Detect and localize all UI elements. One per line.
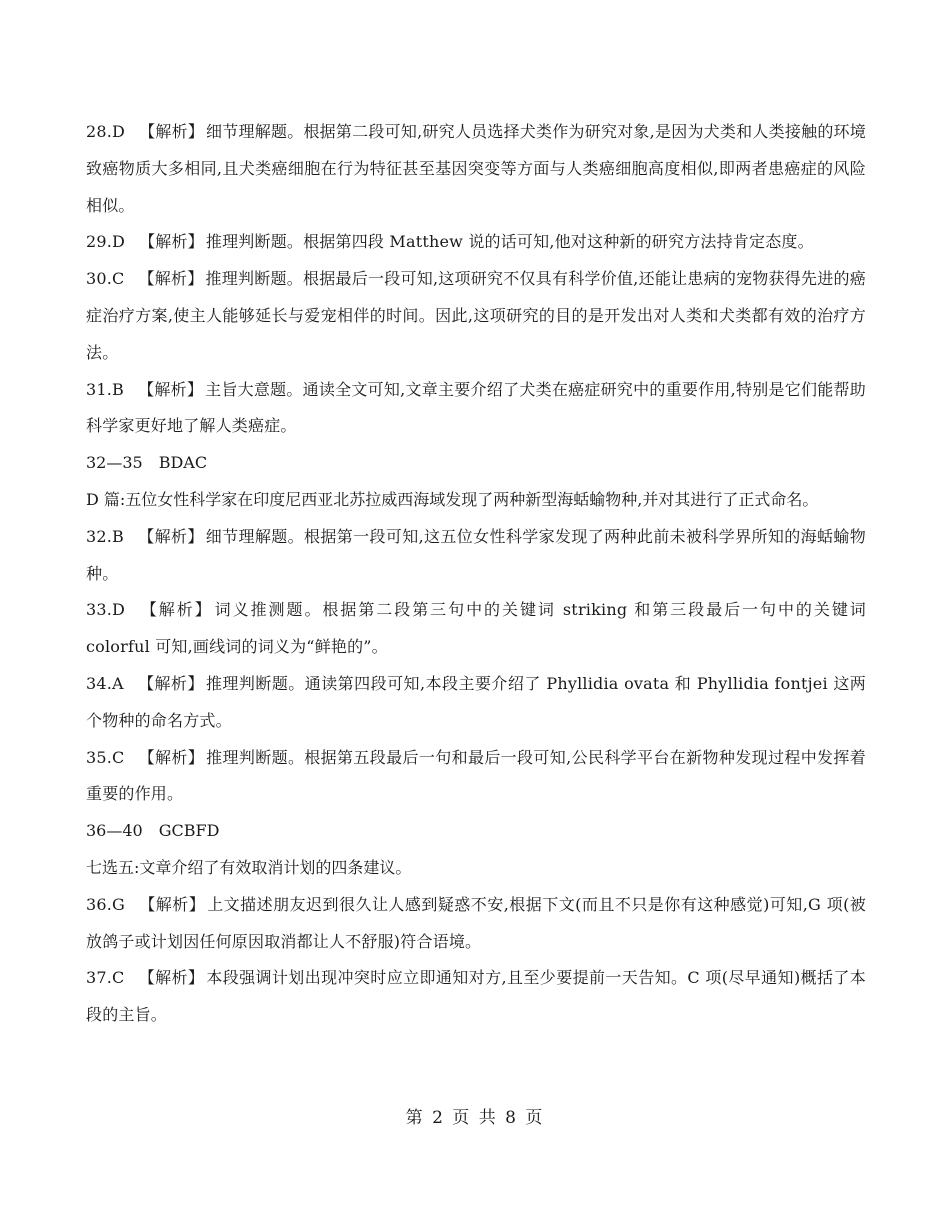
section-d-range: 32—35 BDAC — [86, 453, 208, 473]
answer-explanation: 主旨大意题。通读全文可知,文章主要介绍了犬类在癌症研究中的重要作用,特别是它们能帮助科学家更好地了解人类癌症。 — [86, 379, 866, 436]
analysis-tag: 【解析】 — [138, 526, 204, 546]
answer-31 — [86, 372, 866, 446]
section-7-range: 36—40 GCBFD — [86, 821, 220, 841]
answer-explanation: 本段强调计划出现冲突时应立即通知对方,且至少要提前一天告知。C 项(尽早通知)概括了本段的主旨。 — [86, 968, 867, 1025]
answer-32 — [86, 519, 866, 593]
answer-explanation: 词义推测题。根据第二段第三句中的关键词 striking 和第三段最后一句中的关键词 colorful 可知,画线词的词义为“鲜艳的”。 — [86, 600, 866, 657]
analysis-tag: 【解析】 — [138, 968, 205, 988]
answer-number: 35.C — [86, 747, 125, 767]
answer-explanation: 细节理解题。根据第一段可知,这五位女性科学家发现了两种此前未被科学界所知的海蛞蝓物种。 — [86, 526, 866, 583]
answer-28 — [86, 114, 866, 224]
answer-30 — [86, 261, 866, 371]
answer-explanation: 细节理解题。根据第二段可知,研究人员选择犬类作为研究对象,是因为犬类和人类接触的环境致癌物质大多相同,且犬类癌细胞在行为特征甚至基因突变等方面与人类癌细胞高度相似,即两者患癌症的风险相似。 — [86, 122, 866, 215]
answer-explanation: 推理判断题。通读第四段可知,本段主要介绍了 Phyllidia ovata 和 Phyllidia fontjei 这两个物种的命名方式。 — [86, 673, 866, 730]
analysis-tag: 【解析】 — [137, 673, 204, 693]
answer-number: 29.D — [86, 232, 126, 252]
analysis-tag: 【解析】 — [138, 747, 205, 767]
answer-number: 28.D — [86, 122, 126, 141]
answer-explanation: 推理判断题。根据第五段最后一句和最后一段可知,公民科学平台在新物种发现过程中发挥着重要的作用。 — [86, 747, 866, 804]
answer-36 — [86, 887, 866, 961]
answer-35 — [86, 740, 866, 814]
analysis-tag: 【解析】 — [138, 379, 204, 399]
analysis-tag: 【解析】 — [139, 894, 206, 914]
answer-number: 33.D — [86, 600, 126, 620]
answer-explanation: 推理判断题。根据最后一段可知,这项研究不仅具有科学价值,还能让患病的宠物获得先进的癌症治疗方案,使主人能够延长与爱宠相伴的时间。因此,这项研究的目的是开发出对人类和犬类都有效的治疗方法。 — [86, 269, 866, 362]
answer-29 — [86, 224, 866, 261]
page-number: 第 2 页 共 8 页 — [405, 1108, 545, 1128]
section-d-summary: D 篇:五位女性科学家在印度尼西亚北苏拉威西海域发现了两种新型海蛞蝓物种,并对其进行了正式命名。 — [86, 489, 819, 509]
answer-number: 37.C — [86, 968, 125, 988]
analysis-tag: 【解析】 — [139, 232, 204, 252]
analysis-tag: 【解析】 — [139, 600, 213, 620]
answer-explanation: 上文描述朋友迟到很久让人感到疑惑不安,根据下文(而且不只是你有这种感觉)可知,G 项(被放鸽子或计划因任何原因取消都让人不舒服)符合语境。 — [86, 894, 866, 951]
answer-37 — [86, 960, 866, 1034]
answer-34 — [86, 666, 866, 740]
answer-number: 32.B — [86, 526, 125, 546]
answer-number: 30.C — [86, 269, 125, 289]
answer-number: 36.G — [86, 894, 126, 914]
answer-number: 31.B — [86, 379, 125, 399]
answer-number: 34.A — [86, 673, 124, 693]
section-7-summary: 七选五:文章介绍了有效取消计划的四条建议。 — [86, 857, 412, 877]
answer-33 — [86, 592, 866, 666]
answer-explanation: 推理判断题。根据第四段 Matthew 说的话可知,他对这种新的研究方法持肯定态度。 — [205, 232, 814, 252]
analysis-tag: 【解析】 — [138, 269, 204, 289]
document-body — [86, 114, 866, 1034]
analysis-tag: 【解析】 — [139, 122, 205, 141]
